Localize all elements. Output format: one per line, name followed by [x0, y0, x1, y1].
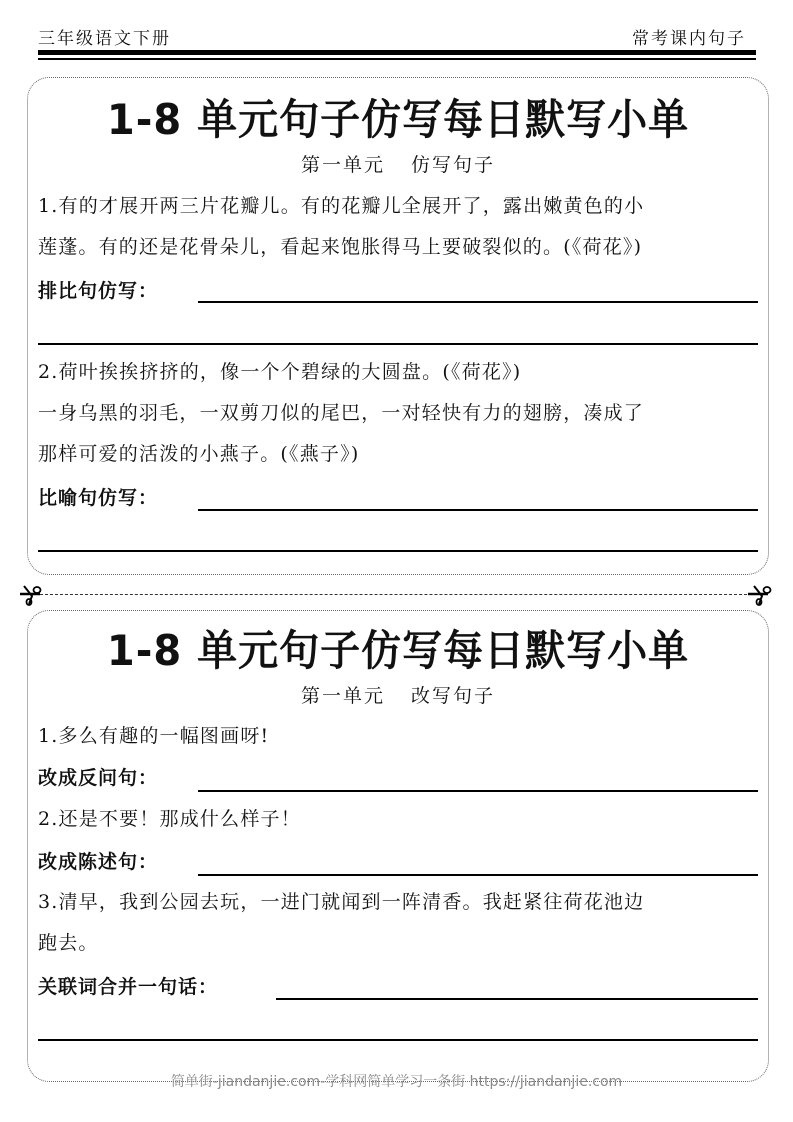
- scissors-icon: [748, 582, 774, 606]
- conjunction-merge-prompt: 关联词合并一句话：: [38, 976, 219, 998]
- exercise-1-text: 1.多么有趣的一幅图画呀!: [38, 725, 270, 747]
- subtitle-topic: 仿写句子: [411, 154, 496, 176]
- subtitle-unit: 第一单元: [300, 154, 385, 176]
- card-title: 1-8 单元句子仿写每日默写小单: [106, 96, 690, 145]
- answer-line-1b[interactable]: [38, 343, 758, 345]
- parallelism-prompt: 排比句仿写：: [38, 280, 159, 302]
- subtitle-topic: 改写句子: [411, 685, 496, 707]
- section-label: 常考课内句子: [632, 29, 746, 49]
- exercise-2-text: 2.还是不要！那成什么样子！: [38, 808, 301, 830]
- rhetorical-question-prompt: 改成反问句：: [38, 767, 159, 789]
- answer-line-5b[interactable]: [38, 1039, 758, 1041]
- subtitle-unit: 第一单元: [300, 685, 385, 707]
- exercise-3-text: 3.清早，我到公园去玩，一进门就闻到一阵清香。我赶紧往荷花池边 跑去。: [38, 891, 645, 954]
- declarative-prompt: 改成陈述句：: [38, 851, 159, 873]
- card-subtitle: [28, 681, 768, 708]
- header-rule-thin: [38, 58, 756, 60]
- answer-line-2b[interactable]: [38, 550, 758, 552]
- answer-line-5a[interactable]: [276, 998, 758, 1000]
- worksheet-card-rewrite: [27, 610, 769, 1082]
- answer-line-2a[interactable]: [198, 509, 758, 511]
- metaphor-prompt: 比喻句仿写：: [38, 487, 159, 509]
- scissors-icon: [18, 582, 44, 606]
- worksheet-card-imitation: [27, 77, 769, 575]
- card-title: 1-8 单元句子仿写每日默写小单: [106, 627, 690, 676]
- cut-line: [40, 594, 752, 595]
- page-header: [38, 22, 756, 48]
- answer-line-4[interactable]: [198, 874, 758, 876]
- answer-line-3[interactable]: [198, 790, 758, 792]
- watermark: 简单街-jiandanjie.com-学科网简单学习一条街 https://jiandanjie.com: [170, 1074, 623, 1090]
- card-subtitle: [28, 150, 768, 177]
- grade-label: 三年级语文下册: [38, 29, 171, 49]
- answer-line-1a[interactable]: [198, 301, 758, 303]
- exercise-2-text: 2.荷叶挨挨挤挤的，像一个个碧绿的大圆盘。(《荷花》) 一身乌黑的羽毛，一双剪刀似的尾巴，一对轻快有力的翅膀，凑成了 那样可爱的活泼的小燕子。(《燕子》): [38, 361, 645, 465]
- exercise-1-text: 1.有的才展开两三片花瓣儿。有的花瓣儿全展开了，露出嫩黄色的小 莲蓬。有的还是花骨朵儿，看起来饱胀得马上要破裂似的。(《荷花》): [38, 195, 645, 258]
- header-rule-thick: [38, 50, 756, 55]
